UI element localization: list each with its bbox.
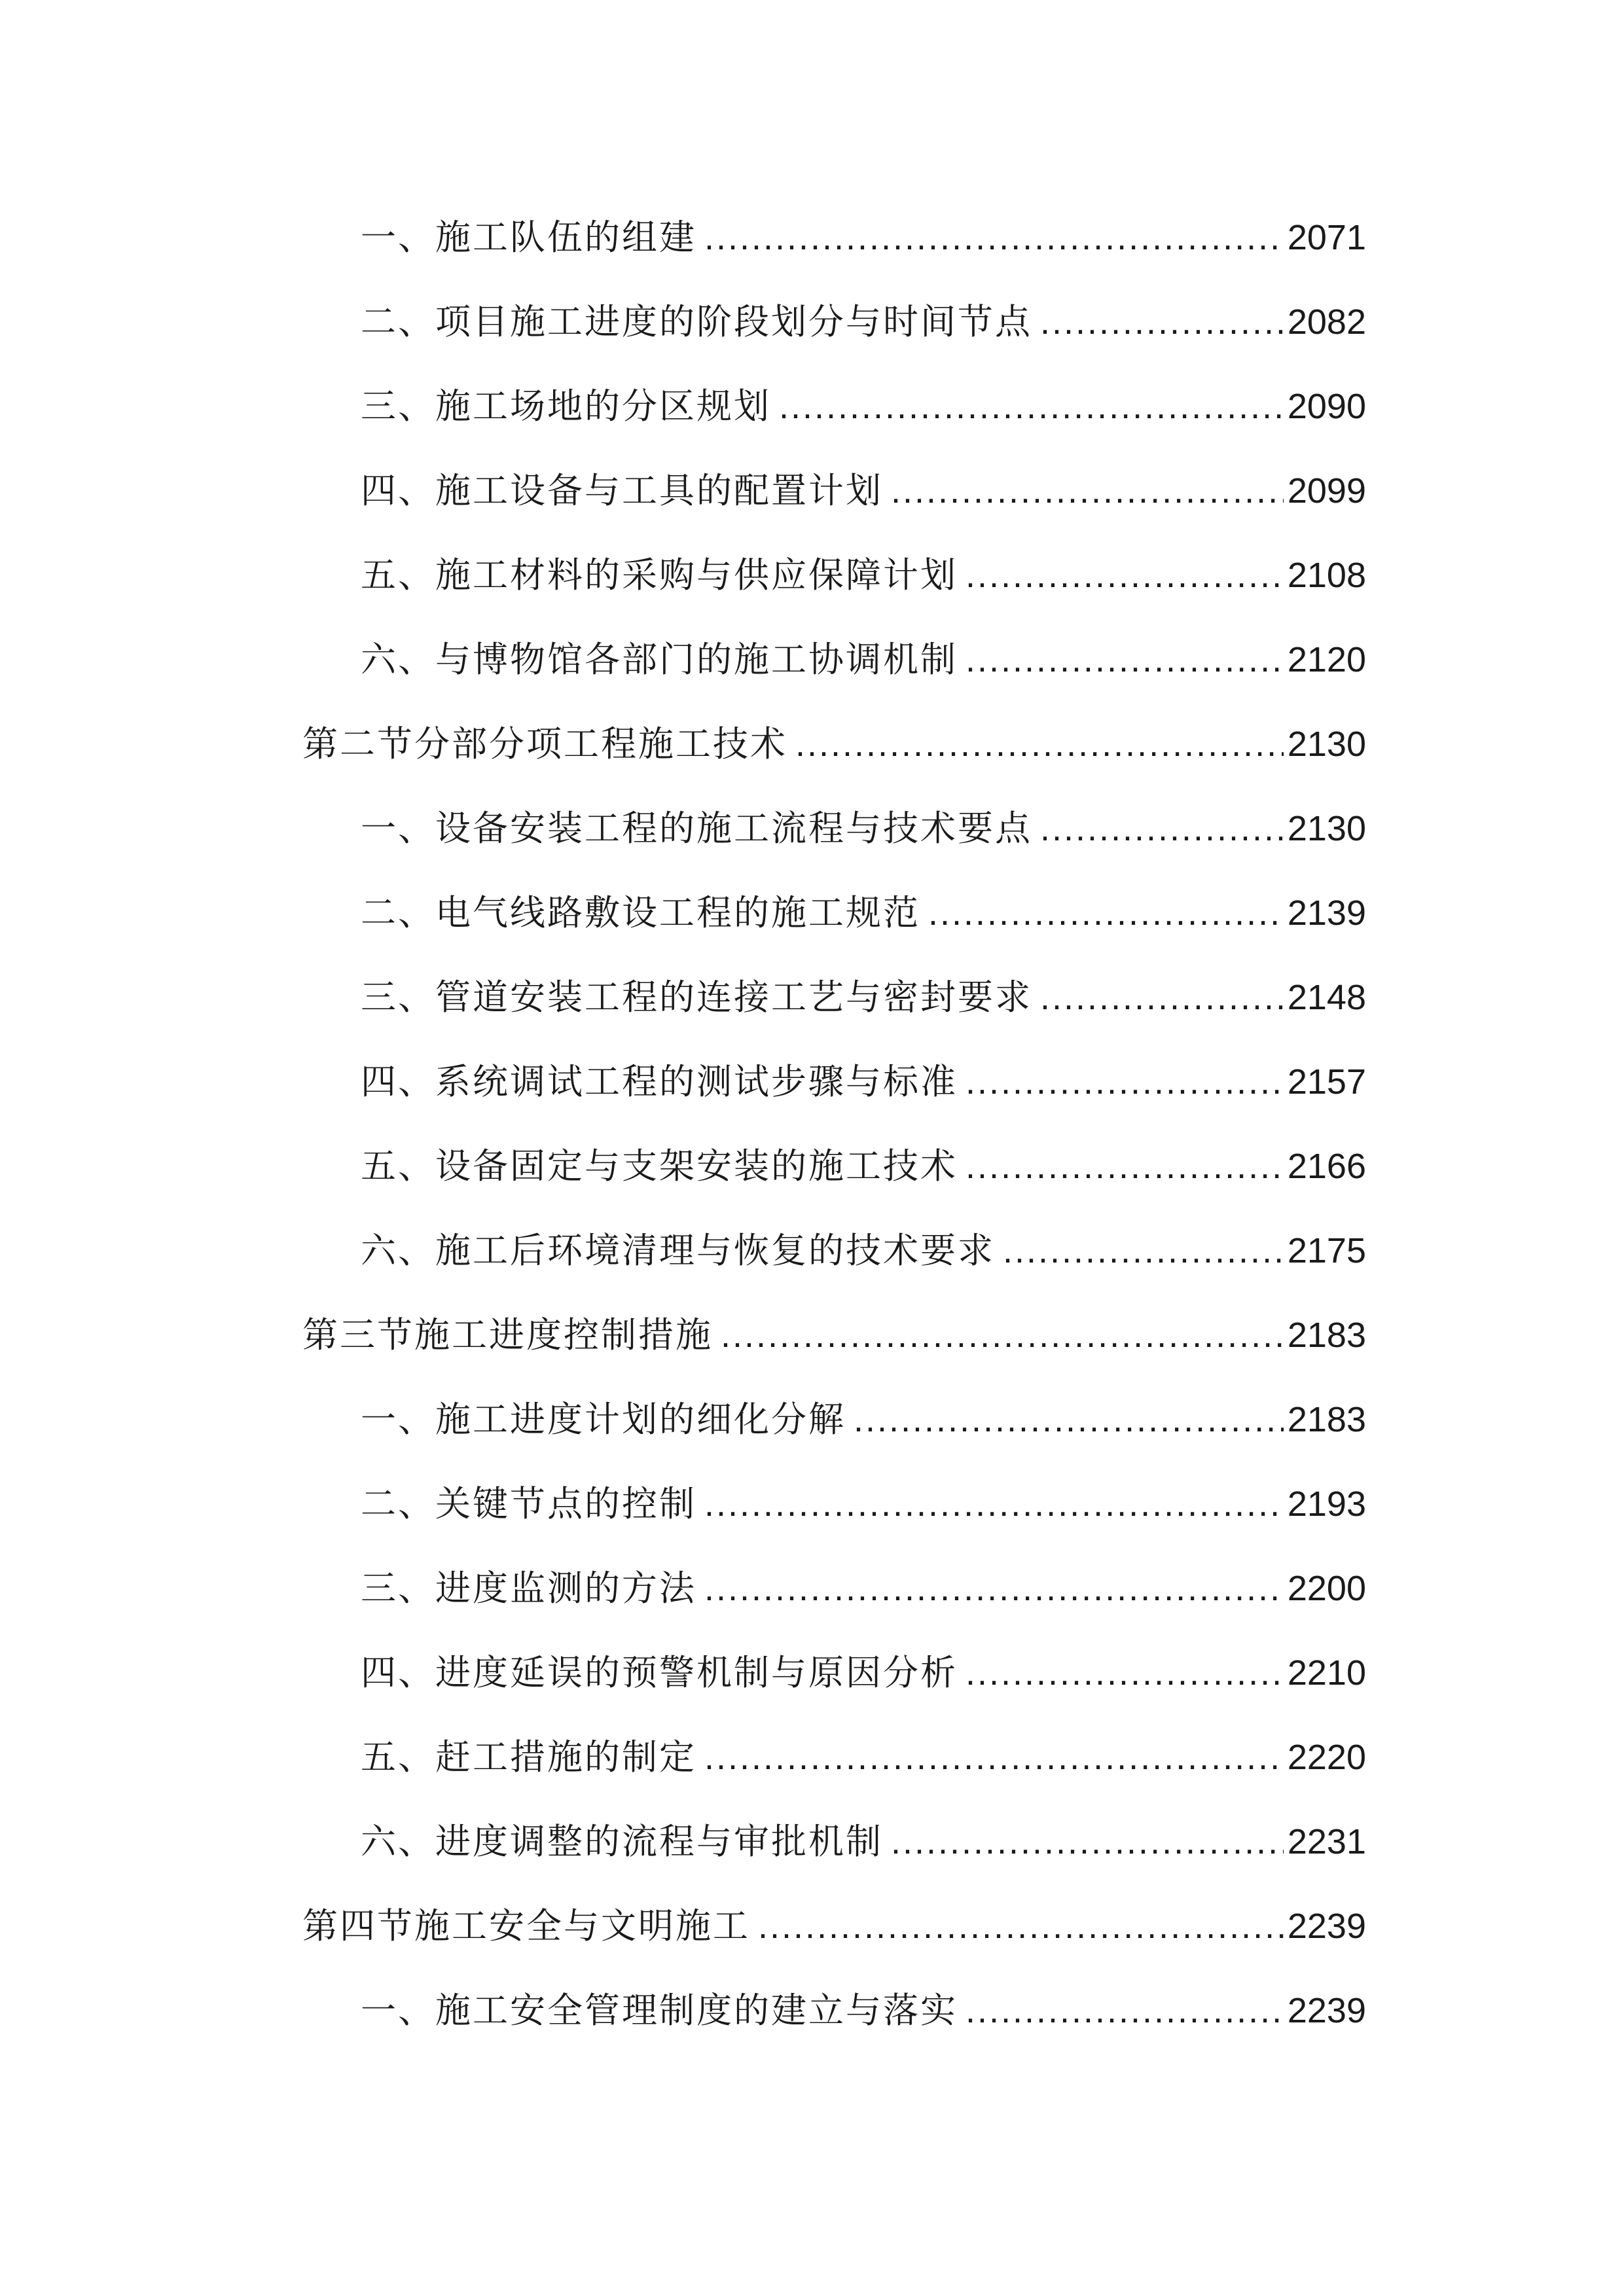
toc-entry-title: 六、与博物馆各部门的施工协调机制 <box>361 639 958 680</box>
toc-entry-page: 2090 <box>1287 387 1366 426</box>
dot-leader <box>1003 1225 1284 1277</box>
toc-entry[interactable] <box>361 1393 1366 1446</box>
toc-entry-page: 2175 <box>1287 1231 1366 1270</box>
dot-leader <box>965 634 1284 686</box>
dot-leader <box>704 1562 1284 1615</box>
toc-entry-title: 一、施工队伍的组建 <box>361 217 696 258</box>
toc-entry[interactable] <box>361 1984 1366 2037</box>
dot-leader <box>854 1393 1284 1446</box>
toc-entry-title: 三、管道安装工程的连接工艺与密封要求 <box>361 977 1032 1018</box>
toc-entry-page: 2239 <box>1287 1907 1366 1946</box>
dot-leader <box>704 211 1284 264</box>
dot-leader <box>704 1731 1284 1784</box>
toc-entry-title: 一、设备安装工程的施工流程与技术要点 <box>361 808 1032 849</box>
toc-entry-title: 五、设备固定与支架安装的施工技术 <box>361 1145 958 1187</box>
dot-leader <box>795 718 1284 770</box>
toc-entry-page: 2157 <box>1287 1062 1366 1102</box>
toc-entry[interactable] <box>361 1731 1366 1784</box>
toc-entry-title: 一、施工进度计划的细化分解 <box>361 1399 846 1440</box>
toc-entry-page: 2231 <box>1287 1822 1366 1861</box>
toc-entry-page: 2071 <box>1287 218 1366 257</box>
dot-leader <box>721 1309 1284 1361</box>
toc-entry-page: 2120 <box>1287 640 1366 679</box>
toc-entry-title: 第二节分部分项工程施工技术 <box>302 723 787 764</box>
toc-section-entry[interactable] <box>302 1309 1366 1361</box>
toc-entry[interactable] <box>361 380 1366 433</box>
toc-entry[interactable] <box>361 634 1366 686</box>
dot-leader <box>965 549 1284 601</box>
dot-leader <box>965 1647 1284 1699</box>
toc-entry-page: 2099 <box>1287 471 1366 511</box>
toc-entry-page: 2130 <box>1287 725 1366 764</box>
toc-entry[interactable] <box>361 1816 1366 1868</box>
dot-leader <box>779 380 1284 433</box>
toc-entry-page: 2193 <box>1287 1484 1366 1524</box>
toc-section-entry[interactable] <box>302 1900 1366 1952</box>
dot-leader <box>965 1140 1284 1193</box>
toc-entry-title: 一、施工安全管理制度的建立与落实 <box>361 1990 958 2031</box>
toc-entry-title: 四、进度延误的预警机制与原因分析 <box>361 1652 958 1693</box>
toc-entry-page: 2108 <box>1287 556 1366 595</box>
dot-leader <box>965 1984 1284 2037</box>
toc-entry[interactable] <box>361 1562 1366 1615</box>
toc-entry-page: 2200 <box>1287 1569 1366 1608</box>
toc-entry-title: 第四节施工安全与文明施工 <box>302 1905 750 1946</box>
dot-leader <box>1040 296 1284 348</box>
toc-entry-title: 二、项目施工进度的阶段划分与时间节点 <box>361 301 1032 342</box>
dot-leader <box>1040 802 1284 855</box>
toc-entry-title: 二、电气线路敷设工程的施工规范 <box>361 892 920 933</box>
dot-leader <box>965 1056 1284 1108</box>
dot-leader <box>928 887 1284 939</box>
toc-entry[interactable] <box>361 1478 1366 1530</box>
dot-leader <box>1040 971 1284 1024</box>
toc-entry-page: 2183 <box>1287 1400 1366 1439</box>
toc-entry[interactable] <box>361 211 1366 264</box>
toc-entry-page: 2166 <box>1287 1147 1366 1186</box>
toc-entry-page: 2148 <box>1287 978 1366 1017</box>
toc-entry-page: 2082 <box>1287 302 1366 342</box>
toc-entry-title: 五、施工材料的采购与供应保障计划 <box>361 554 958 596</box>
toc-entry-page: 2239 <box>1287 1991 1366 2030</box>
toc-entry-title: 三、进度监测的方法 <box>361 1568 696 1609</box>
toc-entry[interactable] <box>361 971 1366 1024</box>
dot-leader <box>891 1816 1284 1868</box>
toc-entry[interactable] <box>361 1647 1366 1699</box>
toc-entry-page: 2210 <box>1287 1653 1366 1693</box>
dot-leader <box>891 465 1284 517</box>
toc-entry[interactable] <box>361 1225 1366 1277</box>
dot-leader <box>704 1478 1284 1530</box>
dot-leader <box>758 1900 1284 1952</box>
toc-entry[interactable] <box>361 1140 1366 1193</box>
toc-entry-title: 三、施工场地的分区规划 <box>361 386 771 427</box>
toc-entry-title: 六、进度调整的流程与审批机制 <box>361 1821 883 1862</box>
toc-entry[interactable] <box>361 887 1366 939</box>
toc-entry[interactable] <box>361 296 1366 348</box>
toc-entry[interactable] <box>361 549 1366 601</box>
toc-entry[interactable] <box>361 465 1366 517</box>
toc-entry-title: 四、施工设备与工具的配置计划 <box>361 470 883 511</box>
toc-entry[interactable] <box>361 1056 1366 1108</box>
toc-entry[interactable] <box>361 802 1366 855</box>
toc-entry-page: 2130 <box>1287 809 1366 848</box>
toc-entry-page: 2183 <box>1287 1316 1366 1355</box>
toc-entry-title: 六、施工后环境清理与恢复的技术要求 <box>361 1230 995 1271</box>
toc-entry-title: 第三节施工进度控制措施 <box>302 1314 713 1355</box>
toc-entry-page: 2220 <box>1287 1738 1366 1777</box>
toc-section-entry[interactable] <box>302 718 1366 770</box>
toc-entry-title: 五、赶工措施的制定 <box>361 1736 696 1778</box>
toc-entry-title: 二、关键节点的控制 <box>361 1483 696 1524</box>
toc-entry-title: 四、系统调试工程的测试步骤与标准 <box>361 1061 958 1102</box>
toc-entry-page: 2139 <box>1287 893 1366 933</box>
